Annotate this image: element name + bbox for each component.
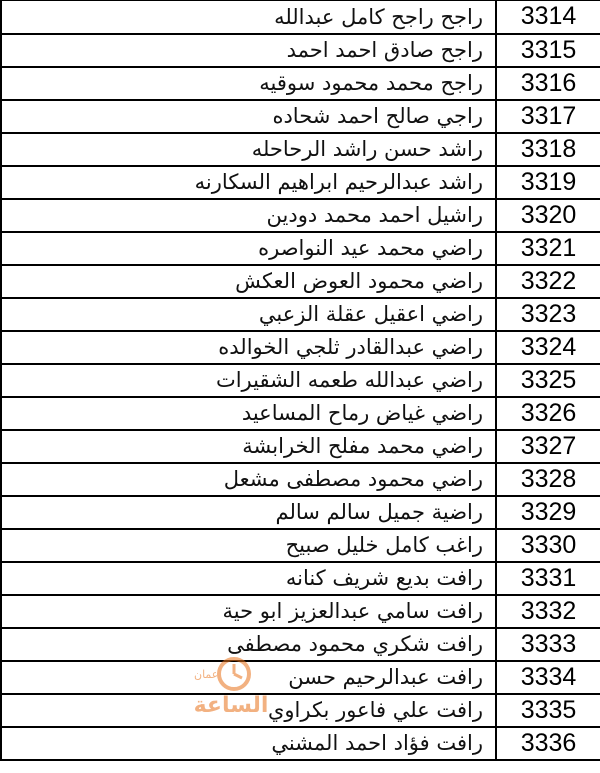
- watermark-title: الساعة: [193, 693, 269, 718]
- name-cell: راشد عبدالرحيم ابراهيم السكارنه: [1, 166, 496, 199]
- name-cell: راجح راجح كامل عبدالله: [1, 1, 496, 34]
- table-row: [1, 100, 600, 133]
- number-cell: 3317: [496, 100, 600, 133]
- name-cell: رافت عبدالرحيم حسن: [1, 661, 496, 694]
- name-cell: راضي محمد عيد النواصره: [1, 232, 496, 265]
- number-cell: 3325: [496, 364, 600, 397]
- name-cell: راشد حسن راشد الرحاحله: [1, 133, 496, 166]
- table-row: [1, 364, 600, 397]
- table-row: [1, 727, 600, 760]
- name-cell: راضي محمود العوض العكش: [1, 265, 496, 298]
- name-cell: راضي محمد مفلح الخرابشة: [1, 430, 496, 463]
- number-cell: 3332: [496, 595, 600, 628]
- name-cell: رافت سامي عبدالعزيز ابو حية: [1, 595, 496, 628]
- table-row: [1, 595, 600, 628]
- watermark-subtitle: عمان: [194, 668, 219, 681]
- number-cell: 3329: [496, 496, 600, 529]
- name-cell: راضي اعقيل عقلة الزعبي: [1, 298, 496, 331]
- table-row: [1, 1, 600, 34]
- number-cell: 3328: [496, 463, 600, 496]
- name-cell: راضي محمود مصطفى مشعل: [1, 463, 496, 496]
- name-cell: راجح صادق احمد احمد: [1, 34, 496, 67]
- number-cell: 3319: [496, 166, 600, 199]
- name-cell: رافت علي فاعور بكراوي: [1, 694, 496, 727]
- table-row: [1, 166, 600, 199]
- table-row: [1, 232, 600, 265]
- table-row: [1, 265, 600, 298]
- table-row: [1, 463, 600, 496]
- table-row: [1, 661, 600, 694]
- number-cell: 3316: [496, 67, 600, 100]
- table-row: [1, 199, 600, 232]
- table-row: [1, 133, 600, 166]
- number-cell: 3335: [496, 694, 600, 727]
- table-row: [1, 67, 600, 100]
- name-cell: راضية جميل سالم سالم: [1, 496, 496, 529]
- name-cell: راجي صالح احمد شحاده: [1, 100, 496, 133]
- number-cell: 3331: [496, 562, 600, 595]
- table-row: [1, 496, 600, 529]
- name-cell: راضي عبدالله طعمه الشقيرات: [1, 364, 496, 397]
- number-cell: 3327: [496, 430, 600, 463]
- number-cell: 3314: [496, 1, 600, 34]
- table-row: [1, 397, 600, 430]
- table-row: [1, 331, 600, 364]
- name-cell: راضي عبدالقادر ثلجي الخوالده: [1, 331, 496, 364]
- number-cell: 3315: [496, 34, 600, 67]
- number-cell: 3324: [496, 331, 600, 364]
- number-cell: 3322: [496, 265, 600, 298]
- number-cell: 3320: [496, 199, 600, 232]
- name-cell: رافت شكري محمود مصطفى: [1, 628, 496, 661]
- name-cell: راغب كامل خليل صبيح: [1, 529, 496, 562]
- name-cell: راجح محمد محمود سوقيه: [1, 67, 496, 100]
- number-cell: 3333: [496, 628, 600, 661]
- names-table-body: [1, 1, 600, 760]
- number-cell: 3330: [496, 529, 600, 562]
- table-row: [1, 694, 600, 727]
- table-row: [1, 628, 600, 661]
- table-row: [1, 529, 600, 562]
- table-row: [1, 562, 600, 595]
- number-cell: 3323: [496, 298, 600, 331]
- number-cell: 3321: [496, 232, 600, 265]
- number-cell: 3334: [496, 661, 600, 694]
- table-row: [1, 298, 600, 331]
- name-cell: رافت فؤاد احمد المشني: [1, 727, 496, 760]
- table-row: [1, 430, 600, 463]
- number-cell: 3326: [496, 397, 600, 430]
- number-cell: 3336: [496, 727, 600, 760]
- name-cell: راشيل احمد محمد دودين: [1, 199, 496, 232]
- number-cell: 3318: [496, 133, 600, 166]
- table-row: [1, 34, 600, 67]
- name-cell: راضي غياض رماح المساعيد: [1, 397, 496, 430]
- name-cell: رافت بديع شريف كنانه: [1, 562, 496, 595]
